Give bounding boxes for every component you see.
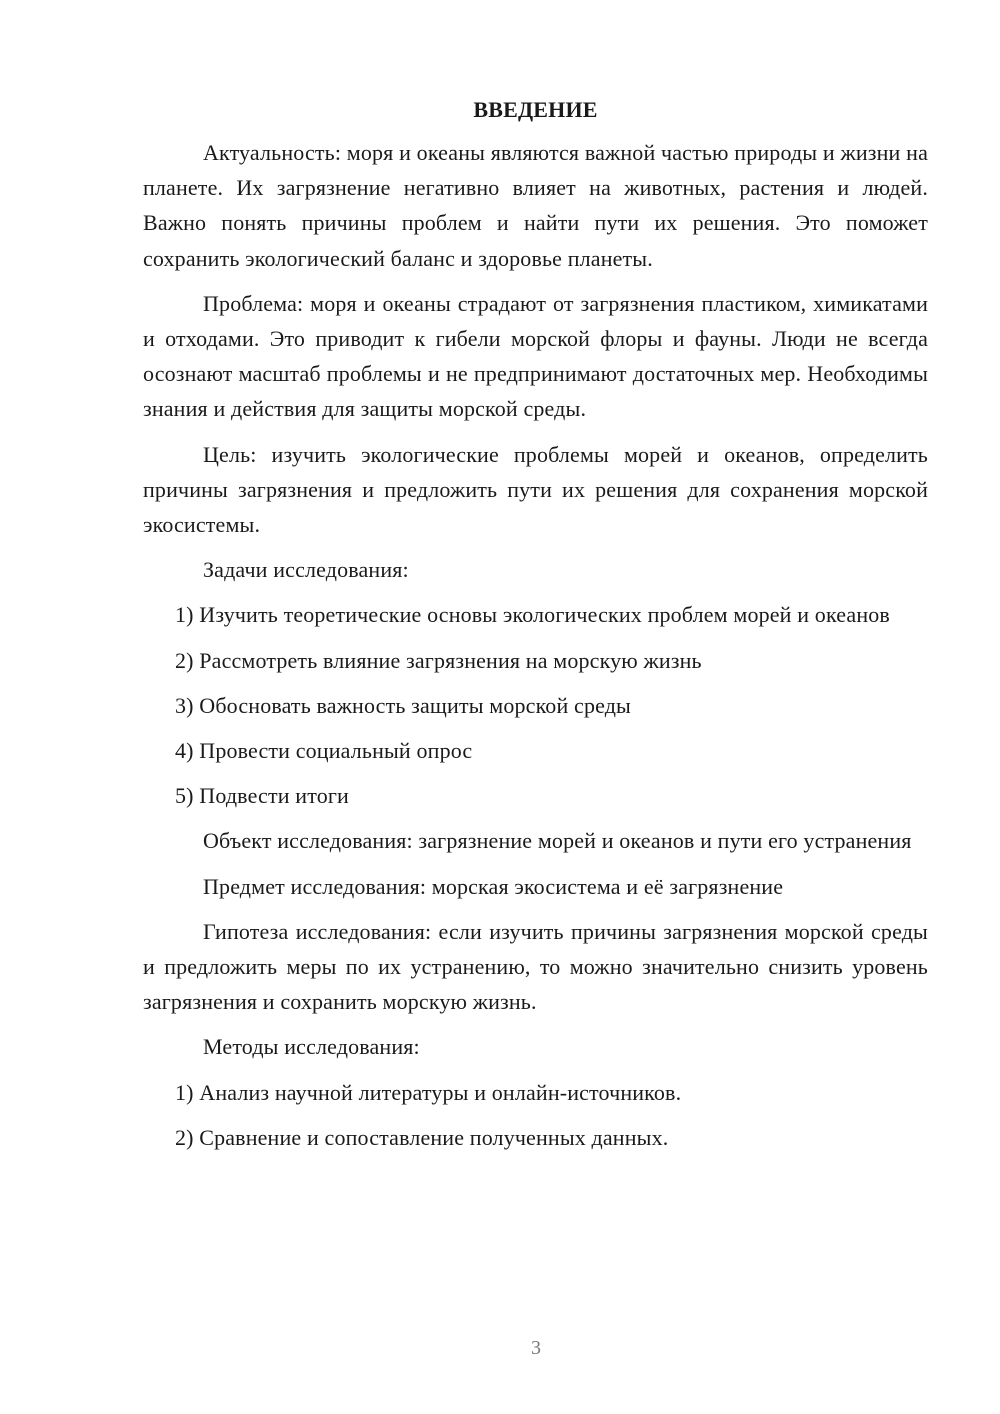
methods-heading: Методы исследования: [203, 1034, 420, 1060]
page-content [143, 92, 928, 1165]
task-item-5: 5) Подвести итоги [175, 783, 349, 809]
hypothesis-paragraph: Гипотеза исследования: если изучить причины загрязнения морской среды и предложить меры по их устранению, то можно значительно снизить уровень загрязнения и сохранить морскую жизнь. [143, 918, 928, 1015]
task-item-1: 1) Изучить теоретические основы экологических проблем морей и океанов [175, 602, 890, 628]
section-title: ВВЕДЕНИЕ [473, 97, 598, 122]
tasks-heading: Задачи исследования: [203, 557, 409, 583]
page-number: 3 [531, 1337, 541, 1359]
task-item-2: 2) Рассмотреть влияние загрязнения на морскую жизнь [175, 647, 702, 673]
task-item-3: 3) Обосновать важность защиты морской среды [175, 692, 631, 718]
relevance-paragraph: Актуальность: моря и океаны являются важной частью природы и жизни на планете. Их загрязнение негативно влияет на животных, растения и людей. Важно понять причины проблем и найти пути их решения. Это поможет сохранить экологический баланс и здоровье планеты. [143, 140, 928, 271]
subject-paragraph: Предмет исследования: морская экосистема и её загрязнение [203, 873, 784, 899]
method-item-1: 1) Анализ научной литературы и онлайн-источников. [175, 1079, 682, 1105]
task-item-4: 4) Провести социальный опрос [175, 738, 473, 764]
method-item-2: 2) Сравнение и сопоставление полученных данных. [175, 1124, 669, 1150]
object-paragraph: Объект исследования: загрязнение морей и океанов и пути его устранения [203, 828, 912, 854]
goal-paragraph: Цель: изучить экологические проблемы морей и океанов, определить причины загрязнения и предложить пути их решения для сохранения морской экосистемы. [143, 441, 928, 538]
problem-paragraph: Проблема: моря и океаны страдают от загрязнения пластиком, химикатами и отходами. Это приводит к гибели морской флоры и фауны. Люди не всегда осознают масштаб проблемы и не предпринимают достаточных мер. Необходимы знания и действия для защиты морской среды. [143, 290, 928, 422]
